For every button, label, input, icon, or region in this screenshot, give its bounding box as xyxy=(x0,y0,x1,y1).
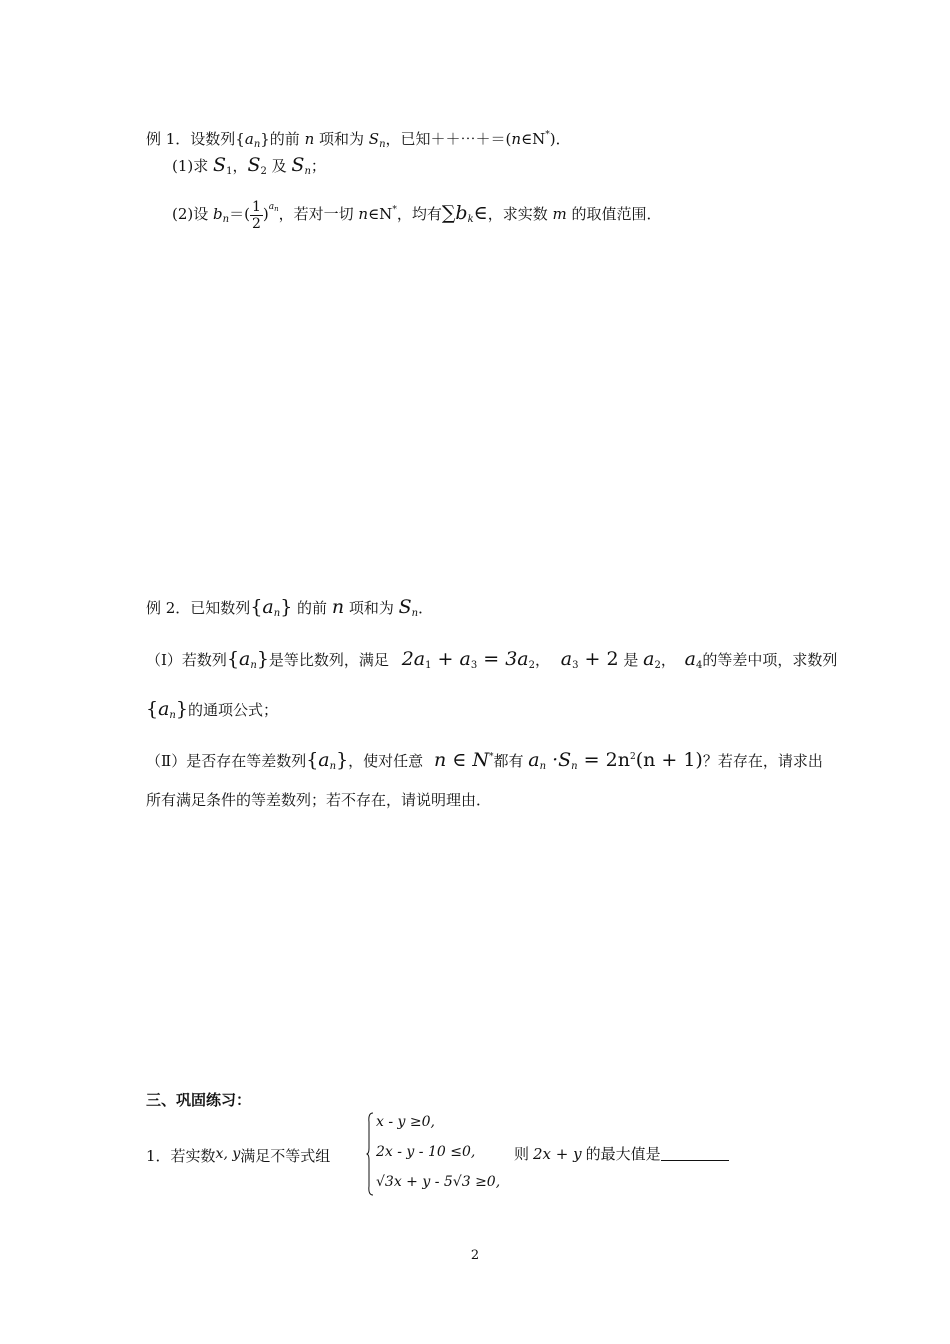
ex1-comma: ， xyxy=(232,157,248,175)
ex1-in-N2: ∈N xyxy=(368,205,393,223)
ex2-part1-label: （Ⅰ）若数列 xyxy=(146,651,227,669)
ex2-dot-S: ·S xyxy=(546,749,572,771)
ex2-a-sub: n xyxy=(273,608,281,619)
ex2-a2: a xyxy=(643,648,655,670)
ex2-part2-label: （Ⅱ）是否存在等差数列 xyxy=(146,752,307,770)
example1-part2-line xyxy=(172,188,662,239)
ex1-an-sub: n xyxy=(253,139,261,150)
ex2-eq2: a xyxy=(560,648,573,670)
ex1-S: S xyxy=(368,130,380,148)
ex1-part2-n: n xyxy=(358,205,369,223)
ex1-S-sub: n xyxy=(379,139,386,150)
q1-mid: 满足不等式组 xyxy=(240,1147,331,1165)
example2-part1-cont-line xyxy=(146,694,278,731)
ex2-p1-a-sub: n xyxy=(250,660,257,671)
system-row-2: 2x - y - 10 ≤0, xyxy=(376,1144,476,1160)
ex1-part1-prefix: (1)求 xyxy=(172,157,214,175)
ex2-p1-set-open: { xyxy=(226,648,240,670)
ex2-n: n xyxy=(331,596,345,618)
ex2-S: S xyxy=(398,596,412,618)
ex1-frac-num: 1 xyxy=(251,198,261,215)
ex2-eq1: 2a xyxy=(401,648,426,670)
ex2-comma2: ， xyxy=(660,651,676,669)
ex2-p2-a-sub: n xyxy=(329,761,337,772)
section3-q1-line xyxy=(146,1144,330,1166)
ex2-eq1-sub1: 1 xyxy=(425,660,432,671)
section3-q1-tail xyxy=(514,1144,729,1164)
ex1-S2-sub: 2 xyxy=(260,166,267,177)
ex1-S2: S xyxy=(247,154,261,176)
ex2-part1-text1: 是等比数列，满足 xyxy=(268,651,389,669)
ex2-comma1: ， xyxy=(535,651,551,669)
system-row-1: x - y ≥0, xyxy=(376,1114,435,1130)
ex2-p2-an: a xyxy=(528,749,540,771)
ex2-sq: 2 xyxy=(629,752,636,762)
ex2-eq1-eq: = 3a xyxy=(477,648,529,670)
example2-title-line xyxy=(146,592,433,629)
ex2-a4-sub: 4 xyxy=(695,660,703,671)
ex1-n: n xyxy=(304,130,315,148)
ex1-n-in: n xyxy=(511,130,522,148)
ex1-terms-sum: 项和为 xyxy=(314,130,369,148)
example1-part1-line xyxy=(172,155,326,182)
ex2-part1-text3: 的通项公式； xyxy=(187,701,278,719)
ex2-sum-text: 项和为 xyxy=(344,599,399,617)
ex2-eq1-sub2: 2 xyxy=(528,660,535,671)
example2-part2-line xyxy=(146,740,823,784)
ex2-a2-sub: 2 xyxy=(654,660,661,671)
ex2-title: 例 2．已知数列 xyxy=(146,599,251,617)
ex2-part2-text2: 都有 xyxy=(493,752,524,770)
ex1-Sn: S xyxy=(291,154,305,176)
ex1-part2-mid: ，若对一切 xyxy=(278,205,359,223)
ex1-in-N: ∈N xyxy=(521,130,546,148)
ex1-b-sub: n xyxy=(222,214,230,225)
ex2-eq1-plus: + a xyxy=(431,648,471,670)
ex1-an: a xyxy=(244,130,254,148)
ex2-p2-an-sub: n xyxy=(539,761,547,772)
ex2-a4: a xyxy=(684,648,696,670)
ex2-is: 是 xyxy=(618,651,644,669)
ex1-S1-sub: 1 xyxy=(226,166,233,177)
ex1-Sn-sub: n xyxy=(304,166,311,177)
ex1-star: * xyxy=(545,130,550,140)
ex2-p1c-set-close: } xyxy=(175,698,188,720)
ex2-n-in: n ∈ N xyxy=(433,749,489,771)
ex1-close: )． xyxy=(549,130,571,148)
page-number: 2 xyxy=(470,1248,480,1263)
ex2-part2-text3: ？若存在，请求出 xyxy=(702,752,823,770)
ex2-period: ． xyxy=(418,599,434,617)
ex1-part2-tail: 的取值范围． xyxy=(566,205,662,223)
ex2-part2-text1: ，使对任意 xyxy=(348,752,424,770)
ex2-p2-a: a xyxy=(318,749,330,771)
ex1-part2-end: ，求实数 xyxy=(487,205,553,223)
ex2-p1c-set-open: { xyxy=(146,698,159,720)
ex2-eq2-sub: 3 xyxy=(572,660,579,671)
ex1-b: b xyxy=(213,205,223,223)
q1-expr: 2x + y xyxy=(533,1145,582,1163)
ex2-eq2-rest: + 2 xyxy=(578,648,619,670)
ex2-p1-a: a xyxy=(239,648,251,670)
ex2-p1c-a: a xyxy=(158,698,170,720)
ex2-set-close: } xyxy=(280,596,293,618)
ex1-exp-a: a xyxy=(268,202,275,212)
ex2-part1-text2: 的等差中项，求数列 xyxy=(702,651,838,669)
ex1-in-sym: ∈ xyxy=(473,202,488,224)
ex2-star: * xyxy=(488,752,494,762)
ex2-a: a xyxy=(262,596,274,618)
ex2-front: 的前 xyxy=(292,599,332,617)
q1-then: 则 xyxy=(514,1145,530,1163)
ex1-eq-paren: ＝( xyxy=(229,205,250,223)
system-row-3: √3x + y - 5√3 ≥0, xyxy=(376,1174,501,1190)
ex1-and: 及 xyxy=(266,157,292,175)
ex1-known: ，已知＋＋⋯＋＝( xyxy=(385,130,512,148)
ex2-eq3: = 2n xyxy=(577,749,630,771)
ex1-title: 例 1．设数列{ xyxy=(146,130,245,148)
ex1-S1: S xyxy=(213,154,227,176)
ex1-semi: ； xyxy=(310,157,326,175)
ex2-p1c-a-sub: n xyxy=(169,710,176,721)
ex1-after-an: }的前 xyxy=(260,130,305,148)
ex1-bk: b xyxy=(455,202,468,224)
ex1-m: m xyxy=(552,205,567,223)
ex2-p2-set-open: { xyxy=(306,749,319,771)
ex2-p1-set-close: } xyxy=(256,648,269,670)
ex1-part2-mid2: ，均有 xyxy=(396,205,442,223)
example1-title-line xyxy=(146,125,571,155)
ex2-set-open: { xyxy=(250,596,263,618)
inequality-system xyxy=(366,1112,516,1196)
ex2-eq3-rest: (n + 1) xyxy=(635,749,703,771)
ex1-fraction xyxy=(250,199,263,232)
ex2-eq1-sub3: 3 xyxy=(470,660,478,671)
ex2-S-sub: n xyxy=(411,608,419,619)
section3-heading: 三、巩固练习： xyxy=(146,1091,252,1109)
ex1-close-paren: ) xyxy=(262,205,269,223)
ex2-part2-text4: 所有满足条件的等差数列；若不存在，请说明理由． xyxy=(146,791,492,809)
q1-tail: 的最大值是 xyxy=(585,1145,661,1163)
ex1-exp-sub: n xyxy=(274,205,279,213)
q1-prefix: 1．若实数 xyxy=(146,1147,216,1165)
ex1-frac-den: 2 xyxy=(251,215,261,232)
left-brace-icon xyxy=(366,1112,374,1196)
example2-part1-line xyxy=(146,644,837,681)
answer-blank[interactable] xyxy=(661,1146,729,1161)
example2-part2-cont-line xyxy=(146,790,491,810)
ex1-sigma: ∑ xyxy=(441,202,456,224)
ex2-dot-S-sub: n xyxy=(571,761,578,772)
ex1-part2-prefix: (2)设 xyxy=(172,205,214,223)
ex2-p2-set-close: } xyxy=(336,749,349,771)
q1-vars: x, y xyxy=(215,1146,241,1162)
ex1-star2: * xyxy=(392,205,397,215)
ex1-bk-sub: k xyxy=(467,214,474,225)
